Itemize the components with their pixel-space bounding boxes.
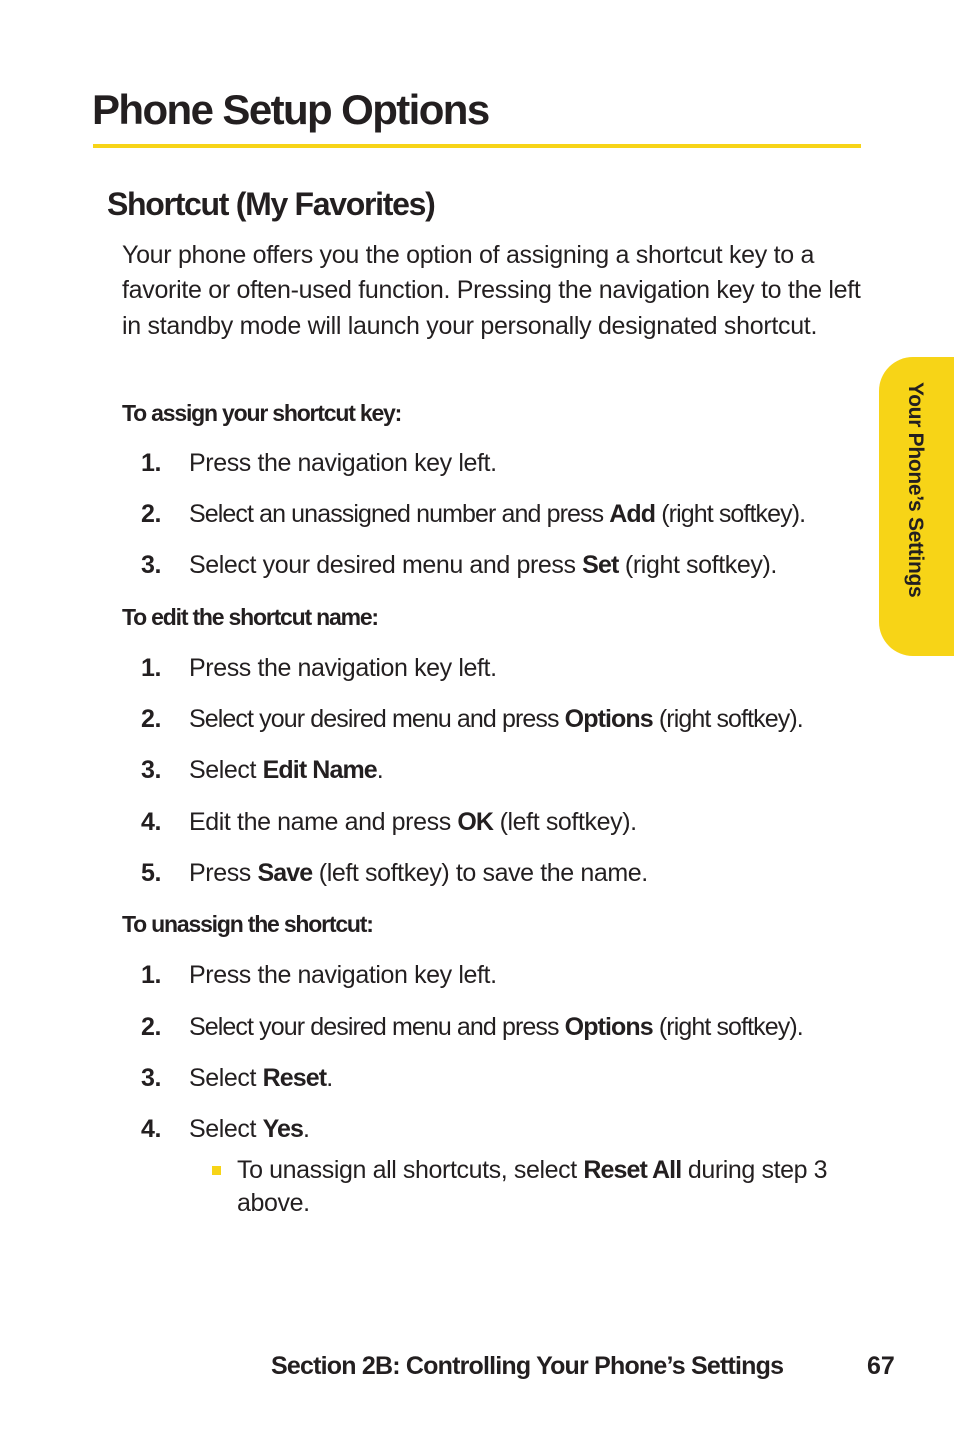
step-text: Edit the name and press [189, 808, 458, 836]
note-text: To unassign all shortcuts, select [237, 1156, 584, 1184]
step-text: Select your desired menu and press [189, 551, 583, 579]
step-text-after: (right softkey). [652, 705, 803, 733]
page-number: 67 [867, 1352, 895, 1380]
step-number: 2. [141, 705, 162, 733]
step-text-after: (left softkey). [493, 808, 637, 836]
step-text: Press the navigation key left. [189, 961, 497, 989]
step-number: 1. [141, 654, 162, 682]
step-text: Select your desired menu and press [189, 705, 565, 733]
list-item [0, 856, 870, 890]
step-text-after: (right softkey). [655, 500, 806, 528]
list-item [0, 1112, 870, 1146]
step-number: 2. [141, 500, 162, 528]
side-tab-label: Your Phone’s Settings [904, 382, 927, 598]
list-item [0, 497, 870, 531]
step-keyword: Add [609, 500, 656, 528]
list-item [0, 702, 870, 736]
title-rule [93, 144, 861, 148]
step-number: 3. [141, 1064, 162, 1092]
step-text: Select [189, 756, 263, 784]
step-text: Press the navigation key left. [189, 449, 497, 477]
list-item [0, 651, 870, 685]
step-text-after: . [326, 1064, 333, 1092]
list-item [0, 805, 870, 839]
step-text: Select [189, 1115, 263, 1143]
list-item [0, 1010, 870, 1044]
step-text: Select your desired menu and press [189, 1013, 565, 1041]
page-title: Phone Setup Options [92, 86, 489, 133]
step-text: Press the navigation key left. [189, 654, 497, 682]
step-text: Select an unassigned number and press [189, 500, 610, 528]
step-number: 4. [141, 808, 162, 836]
step-keyword: Edit Name [262, 756, 377, 784]
step-keyword: Options [564, 705, 653, 733]
step-keyword: Save [257, 859, 313, 887]
step-text-after: . [376, 756, 384, 784]
list-item [0, 958, 870, 992]
step-text: Press [189, 859, 258, 887]
step-number: 5. [141, 859, 162, 887]
note-keyword: Reset All [583, 1156, 682, 1184]
note [237, 1154, 867, 1220]
step-number: 3. [141, 756, 162, 784]
procedure-heading: To assign your shortcut key: [122, 400, 402, 426]
step-keyword: Options [564, 1013, 653, 1041]
step-keyword: Yes [262, 1115, 304, 1143]
step-number: 1. [141, 449, 162, 477]
square-bullet-icon [212, 1166, 221, 1175]
step-text: Select [189, 1064, 263, 1092]
step-number: 4. [141, 1115, 162, 1143]
step-keyword: Set [582, 551, 619, 579]
step-text-after: . [303, 1115, 310, 1143]
procedure-heading: To edit the shortcut name: [122, 604, 378, 630]
step-keyword: Reset [262, 1064, 327, 1092]
step-number: 1. [141, 961, 162, 989]
step-keyword: OK [457, 808, 494, 836]
note-text-after: during step 3 above. [237, 1156, 828, 1217]
list-item [0, 1061, 870, 1095]
section-heading: Shortcut (My Favorites) [107, 186, 435, 222]
list-item [0, 548, 870, 582]
list-item [0, 446, 870, 480]
intro-paragraph: Your phone offers you the option of assigning a shortcut key to a favorite or often-used function. Pressing the navigation key to the left in standby mode will launch your personally designated shortcut. [122, 241, 861, 340]
list-item [0, 753, 870, 787]
step-text-after: (right softkey). [618, 551, 777, 579]
step-text-after: (left softkey) to save the name. [312, 859, 648, 887]
step-number: 2. [141, 1013, 162, 1041]
procedure-heading: To unassign the shortcut: [122, 911, 373, 937]
step-number: 3. [141, 551, 162, 579]
footer-section-title: Section 2B: Controlling Your Phone’s Settings [271, 1352, 784, 1380]
step-text-after: (right softkey). [652, 1013, 803, 1041]
